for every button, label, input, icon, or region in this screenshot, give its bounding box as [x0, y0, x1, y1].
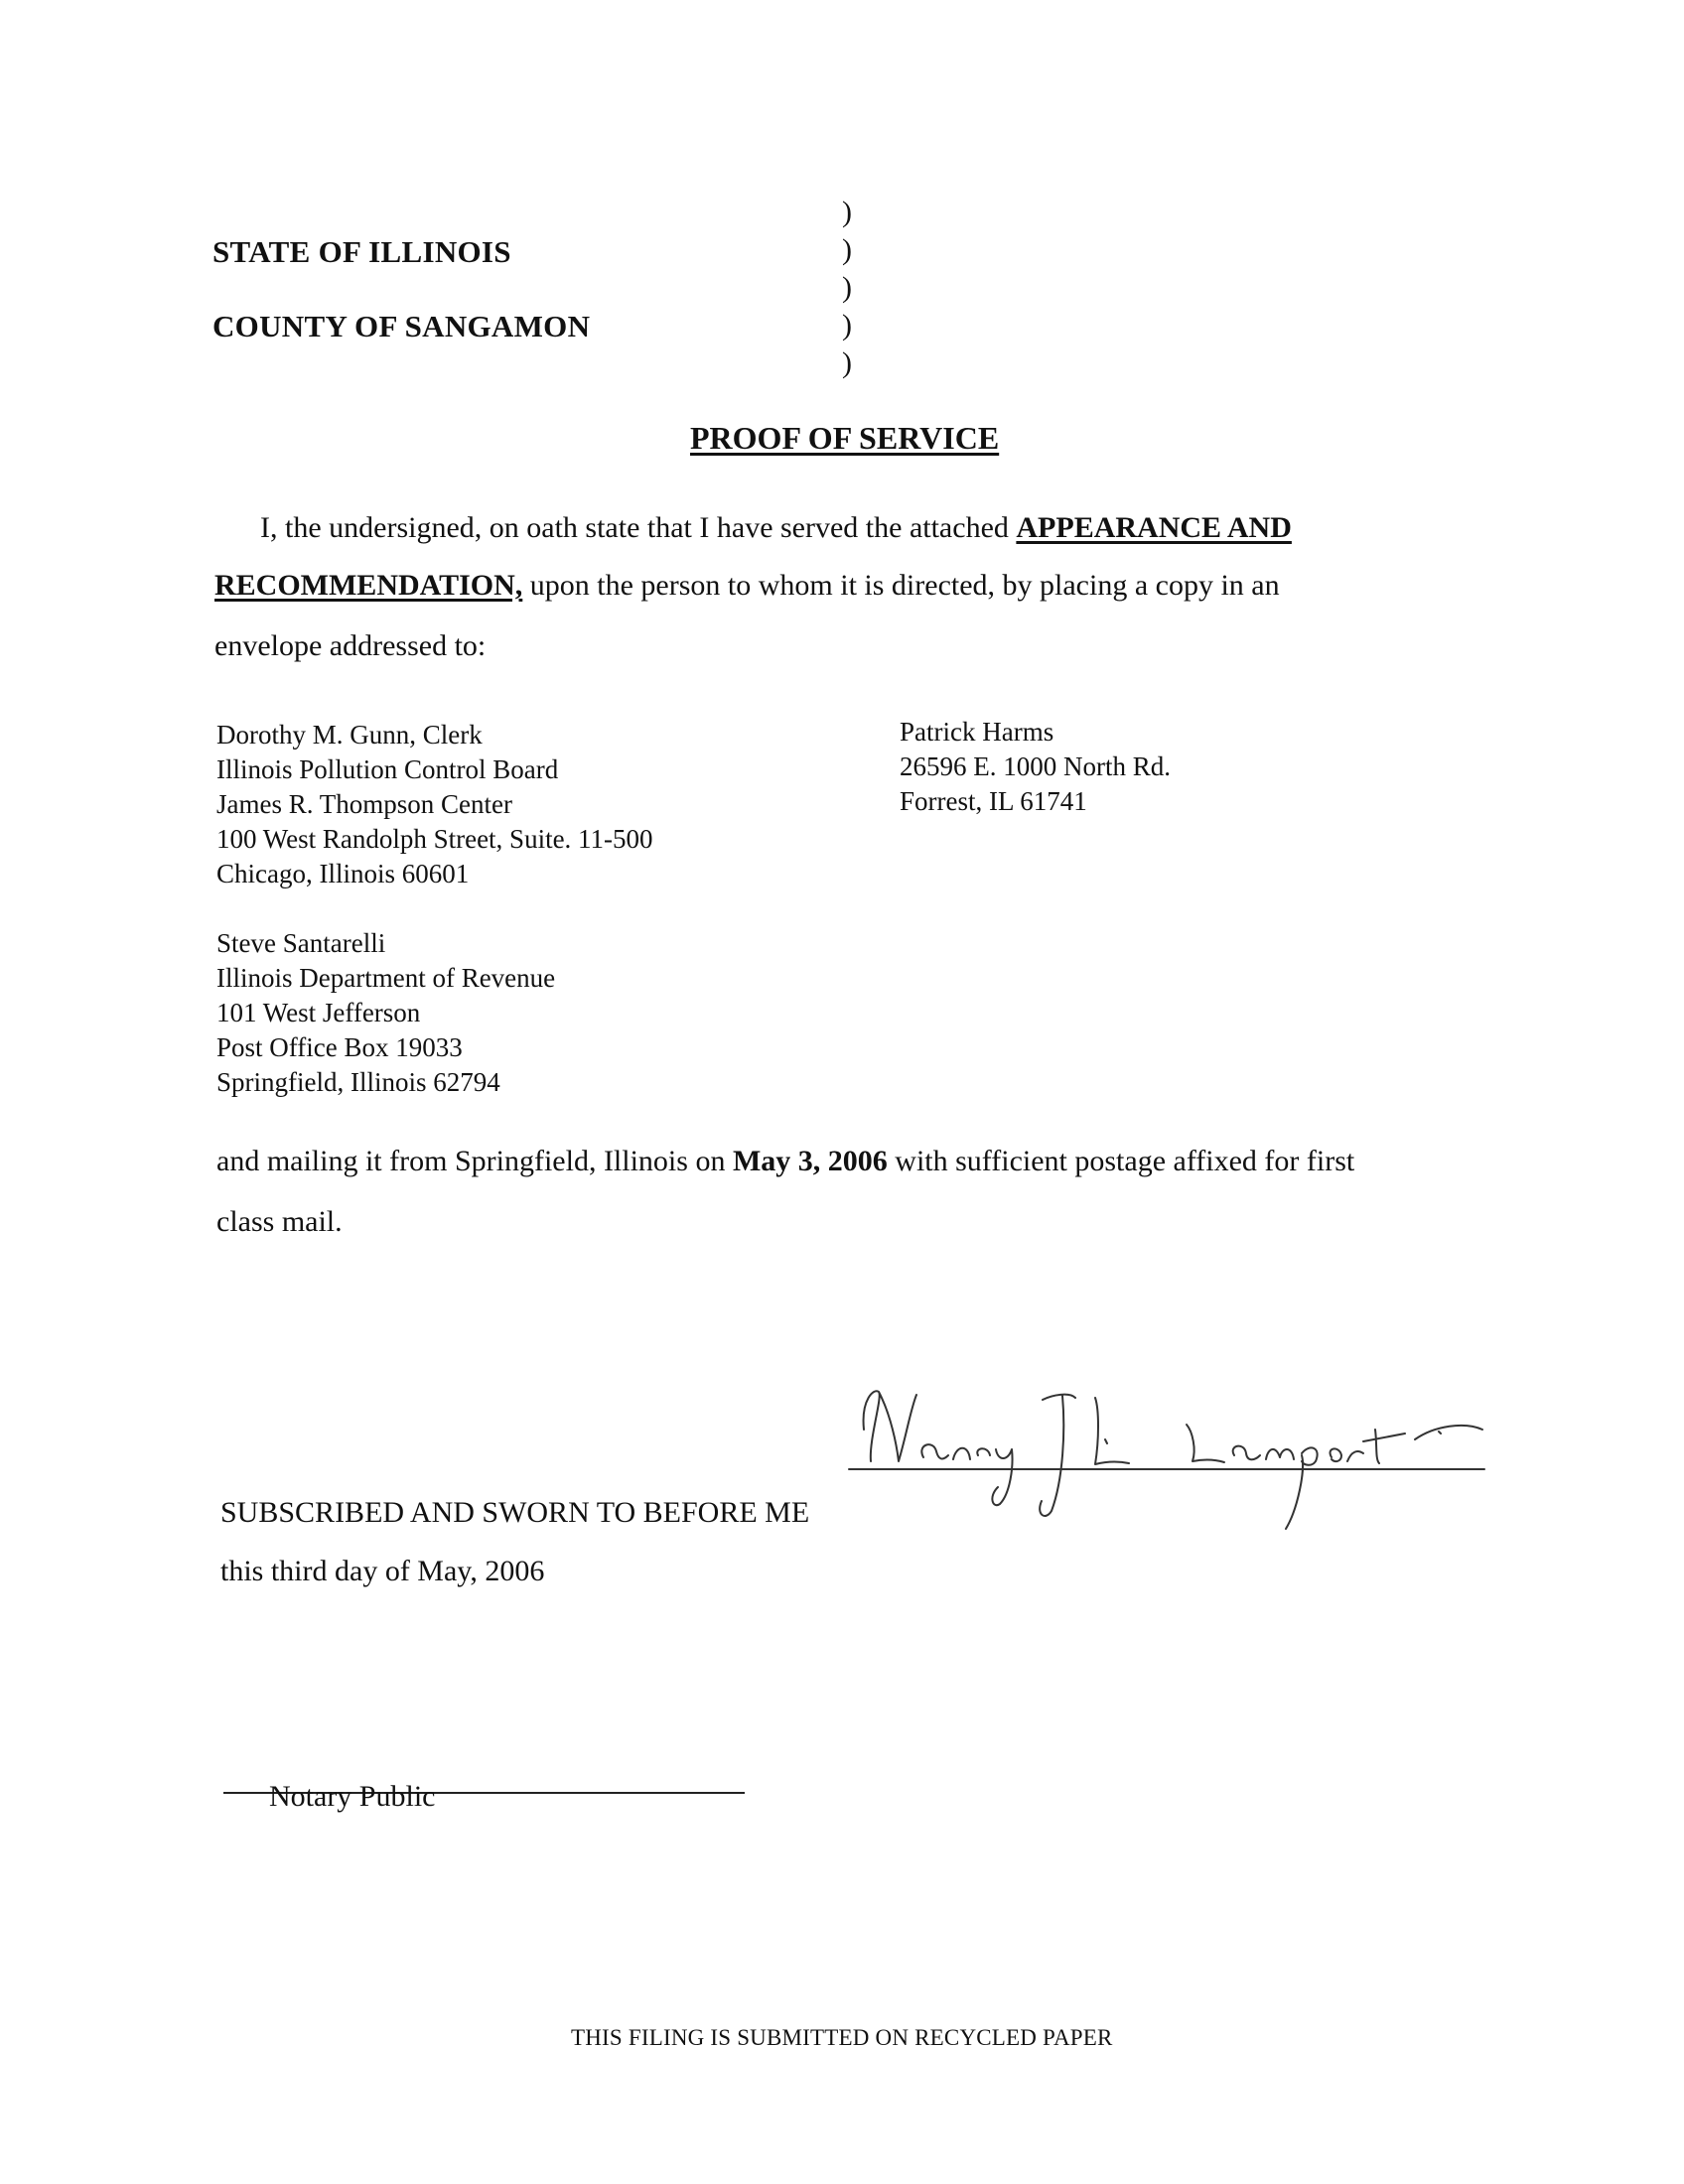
mailing-text-2: with sufficient postage affixed for first [887, 1145, 1355, 1177]
mailing-line-2: class mail. [216, 1205, 343, 1238]
caption-paren-5: ) [842, 346, 852, 379]
handwritten-signature [839, 1370, 1504, 1559]
intro-line-3: envelope addressed to: [214, 629, 487, 662]
caption-paren-4: ) [842, 309, 852, 341]
mailing-line-1 [216, 1145, 1354, 1178]
caption-county: COUNTY OF SANGAMON [212, 309, 591, 343]
address-line: Dorothy M. Gunn, Clerk [216, 720, 483, 750]
address-line: James R. Thompson Center [216, 789, 512, 819]
served-document-name-2: RECOMMENDATION, [214, 569, 523, 602]
caption-state: STATE OF ILLINOIS [212, 234, 511, 269]
intro-line-1 [260, 511, 1292, 545]
address-line: 100 West Randolph Street, Suite. 11-500 [216, 824, 653, 854]
address-line: Post Office Box 19033 [216, 1032, 463, 1062]
address-line: Illinois Department of Revenue [216, 963, 556, 993]
recipient-address-block [900, 715, 1171, 819]
sworn-line-2: this third day of May, 2006 [220, 1555, 545, 1587]
caption-paren-1: ) [842, 196, 852, 228]
mailing-date: May 3, 2006 [732, 1145, 888, 1177]
address-line: Springfield, Illinois 62794 [216, 1067, 500, 1097]
address-line: 26596 E. 1000 North Rd. [900, 751, 1171, 781]
caption-paren-3: ) [842, 271, 852, 304]
intro-text-1: I, the undersigned, on oath state that I have served the attached [260, 511, 1017, 544]
address-line: Illinois Pollution Control Board [216, 754, 559, 784]
recipient-address-block [216, 926, 555, 1100]
sworn-line-1: SUBSCRIBED AND SWORN TO BEFORE ME [220, 1496, 810, 1529]
notary-label: Notary Public [269, 1780, 436, 1813]
address-line: Steve Santarelli [216, 928, 386, 958]
served-document-name-1: APPEARANCE AND [1016, 511, 1292, 544]
document-title: PROOF OF SERVICE [690, 420, 1000, 456]
address-line: Chicago, Illinois 60601 [216, 859, 470, 888]
footer-note: THIS FILING IS SUBMITTED ON RECYCLED PAPER [571, 2025, 1113, 2050]
recipient-address-block [216, 718, 653, 891]
intro-line-2 [214, 569, 1280, 603]
mailing-text-1: and mailing it from Springfield, Illinois on [216, 1145, 733, 1177]
address-line: Forrest, IL 61741 [900, 786, 1087, 816]
address-line: Patrick Harms [900, 717, 1054, 747]
address-line: 101 West Jefferson [216, 998, 421, 1027]
caption-paren-2: ) [842, 233, 852, 266]
intro-text-2: upon the person to whom it is directed, by placing a copy in an [522, 569, 1280, 602]
